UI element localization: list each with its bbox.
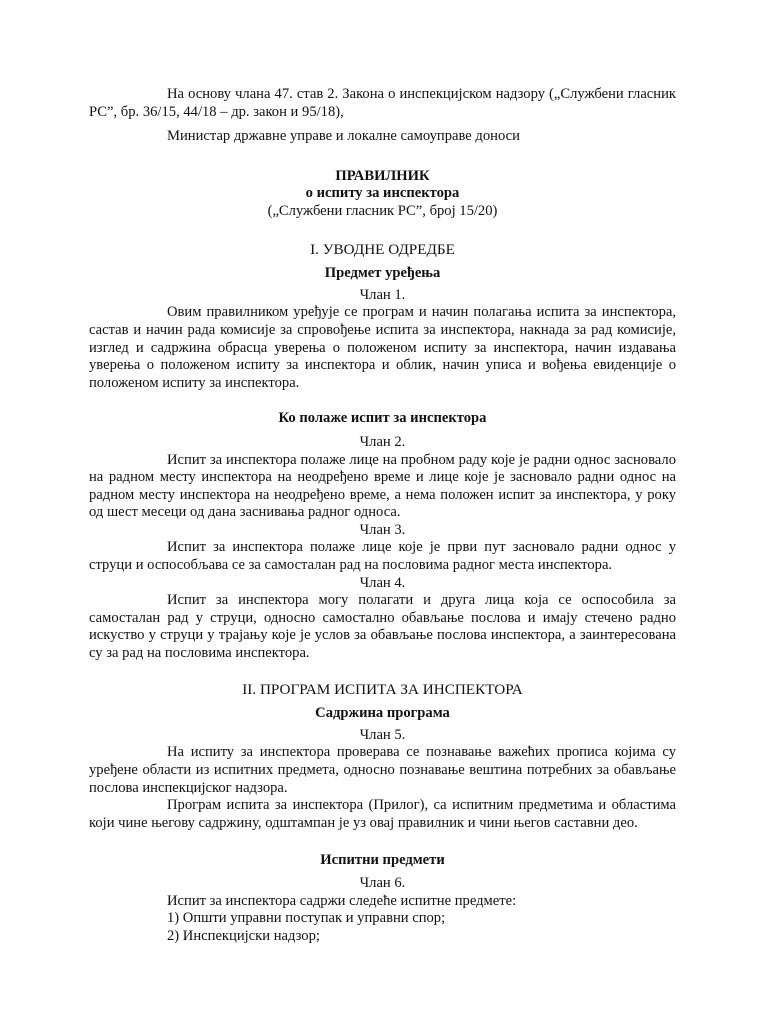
article-1-label: Члан 1. [359,286,406,303]
article-6-label: Члан 6. [359,874,406,891]
list-item: 1) Општи управни поступак и управни спор; [167,910,446,927]
article-2-label: Члан 2. [359,433,406,450]
article-5-paragraph-2: Програм испита за инспектора (Прилог), са испитним предметима и областима који чине његову садржину, одштампан је уз овај правилник и чини његов саставни део. [89,797,676,831]
document-subtitle: о испиту за инспектора [305,185,460,202]
article-5-paragraph-1: На испиту за инспектора проверава се познавање важећих прописа којима су уређене области из испитних предмета, односно познавање вештина потребних за обављање послова инспекцијског надзора. [89,744,676,796]
article-1-text: Овим правилником уређује се програм и начин полагања испита за инспектора, састав и начин рада комисије за спровођење испита за инспектора, накнада за рад комисије, изглед и садржина обрасца уверења о положеном испиту за инспектора, начин издавања уверења о положеном испиту за инспектора и облик, начин уписа и вођења евиденције о положеном испиту за инспектора. [89,304,676,391]
article-5-label: Члан 5. [359,726,406,743]
subheading-program-content: Садржина програма [315,705,450,722]
gazette-reference: („Службени гласник РС”, број 15/20) [267,202,498,219]
section-heading-1: I. УВОДНЕ ОДРЕДБЕ [310,240,455,258]
subheading-who-takes-exam: Ко полаже испит за инспектора [278,410,487,427]
minister-line: Министар државне управе и локалне самоуправе доноси [167,128,520,145]
list-item: 2) Инспекцијски надзор; [167,927,320,944]
article-2-text: Испит за инспектора полаже лице на пробном раду које је радни однос засновало на радном месту инспектора на неодређено време и лице које је засновало радни однос на радном месту инспектора на неодређено време, а нема положен испит за инспектора, у року од шест месеци од дана заснивања радног односа. [89,451,676,521]
article-4-text: Испит за инспектора могу полагати и друга лица која се оспособила за самосталан рад у струци, односно самостално обављање послова и имају стечено радно искуство у струци у трајању које је услов за обављање послова инспектора, а заинтересована су за рад на пословима инспектора. [89,592,676,662]
article-3-label: Члан 3. [359,521,406,538]
article-3-text: Испит за инспектора полаже лице које је први пут засновало радни однос у струци и оспособљава се за самосталан рад на пословима радног места инспектора. [89,539,676,574]
article-6-intro: Испит за инспектора садржи следеће испитне предмете: [167,892,517,909]
subheading-subject: Предмет уређења [324,265,441,282]
section-heading-2: II. ПРОГРАМ ИСПИТА ЗА ИНСПЕКТОРА [242,680,523,698]
article-4-label: Члан 4. [359,574,406,591]
document-page [89,86,676,945]
document-title: ПРАВИЛНИК [335,167,430,184]
legal-basis-paragraph: На основу члана 47. став 2. Закона о инспекцијском надзору („Службени гласник РС”, бр. 36/15, 44/18 – др. закон и 95/18), [89,86,676,120]
subheading-exam-subjects: Испитни предмети [320,852,445,869]
